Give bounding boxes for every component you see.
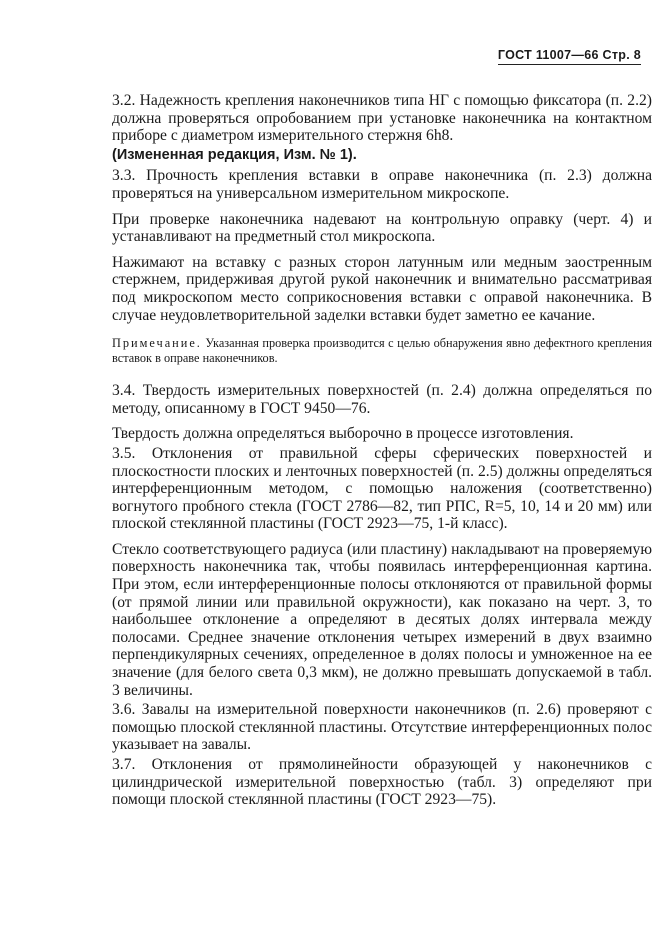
note-text: Указанная проверка производится с целью обнаружения явно дефектного крепления вставок в оправе наконечников. [112,336,653,366]
section-3-5-method: Стекло соответствующего радиуса (или пластину) накладывают на проверяемую поверхность наконечника так, чтобы появилась интерференционная картина. При этом, если интерференционные полосы отклоняются от правильной формы (от прямой линии или правильной окружности), как показано на черт. 3, то наибольшее отклонение а определяют в десятых долях интервала между полосами. Среднее значение отклонения четырех измерений в двух взаимно перпендикулярных сечениях, определенное в долях полосы и умноженное на ее значение (для белого света 0,3 мкм), не должно превышать допускаемой в табл. 3 величины. [112,540,652,699]
section-3-4: 3.4. Твердость измерительных поверхностей (п. 2.4) должна определяться по методу, описанному в ГОСТ 9450—76. [112,382,652,417]
note-label: Примечание. [112,336,202,351]
section-3-4-hardness: Твердость должна определяться выборочно в процессе изготовления. [112,425,574,443]
page-header [498,48,641,62]
page-number: Стр. 8 [602,48,641,62]
section-3-3-check: При проверке наконечника надевают на контрольную оправку (черт. 4) и устанавливают на предметный стол микроскопа. [112,210,652,246]
section-3-3: 3.3. Прочность крепления вставки в оправе наконечника (п. 2.3) должна проверяться на универсальном измерительном микроскопе. [112,167,652,202]
note-paragraph [112,336,652,366]
section-3-7: 3.7. Отклонения от прямолинейности образующей у наконечников с цилиндрической измерительной поверхностью (табл. 3) определяют при помощи плоской стеклянной пластины (ГОСТ 2923—75). [112,756,652,809]
revision-note: (Измененная редакция, Изм. № 1). [112,146,357,163]
header-rule [498,64,641,65]
section-3-6: 3.6. Завалы на измерительной поверхности наконечников (п. 2.6) проверяют с помощью плоской стеклянной пластины. Отсутствие интерференционных полос указывает на завалы. [112,701,652,754]
section-3-2: 3.2. Надежность крепления наконечников типа НГ с помощью фиксатора (п. 2.2) должна проверяться опробованием при установке наконечника на контактном приборе с диаметром измерительного стержня 6h8. [112,92,652,145]
document-body [112,92,652,811]
section-3-3-procedure: Нажимают на вставку с разных сторон латунным или медным заостренным стержнем, придерживая другой рукой наконечник и внимательно рассматривая под микроскопом место соприкосновения вставки с оправой наконечника. В случае неудовлетворительной заделки вставки будет заметно ее качание. [112,253,652,324]
standard-number: ГОСТ 11007—66 [497,48,599,62]
section-3-5: 3.5. Отклонения от правильной сферы сферических поверхностей и плоскостности плоских и ленточных поверхностей (п. 2.5) должны определяться интерференционным методом, с помощью наложения (соответственно) вогнутого пробного стекла (ГОСТ 2786—82, тип РПС, R=5, 10, 14 и 20 мм) или плоской стеклянной пластины (ГОСТ 2923—75, 1-й класс). [112,444,652,533]
